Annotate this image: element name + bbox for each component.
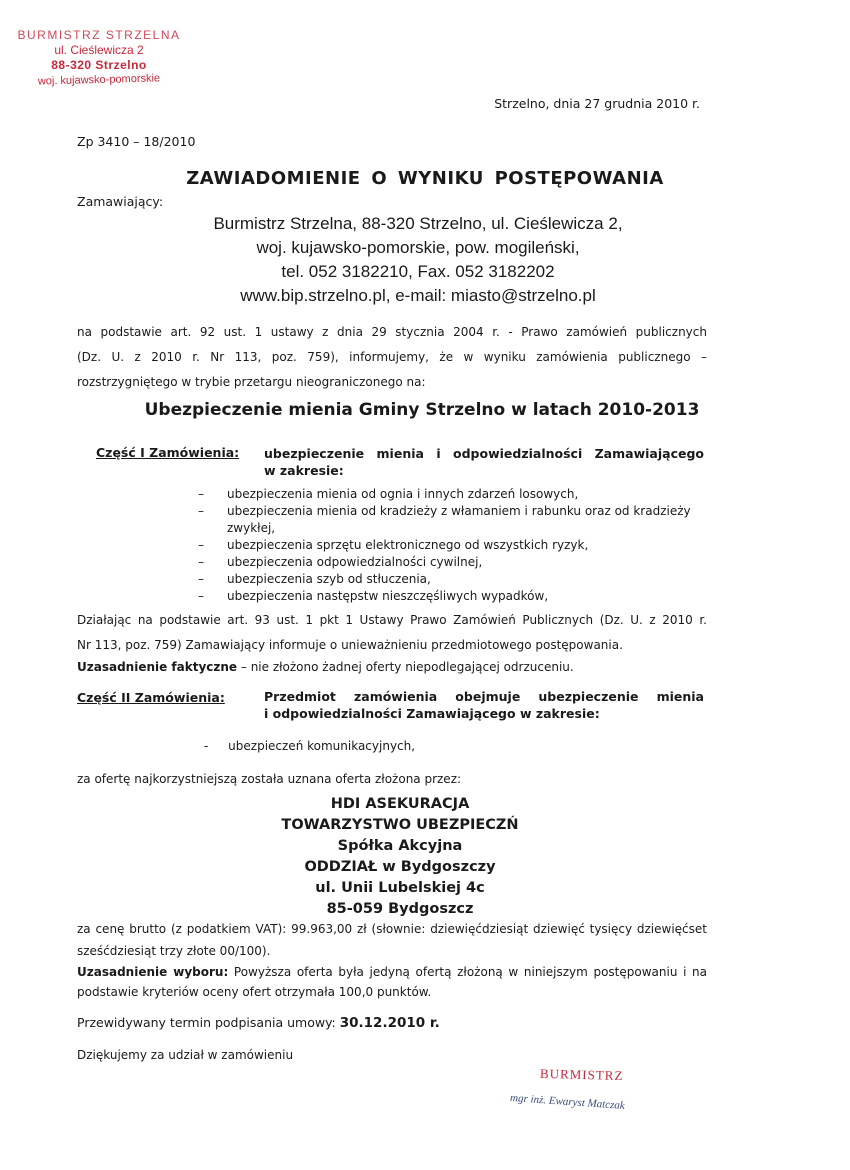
justification-text: – nie złożono żadnej oferty niepodlegającej odrzuceniu.	[237, 660, 574, 674]
price-line: sześćdziesiąt trzy złote 00/100).	[77, 944, 271, 958]
part2-description	[264, 688, 704, 722]
place-date: Strzelno, dnia 27 grudnia 2010 r.	[494, 96, 700, 111]
buyer-line: www.bip.strzelno.pl, e-mail: miasto@strzelno.pl	[240, 286, 596, 305]
stamp-line: 88-320 Strzelno	[51, 58, 147, 72]
selection-line-1	[77, 962, 707, 982]
winner-line: TOWARZYSTWO UBEZPIECZŃ	[281, 817, 519, 833]
intro-line: na podstawie art. 92 ust. 1 ustawy z dnia 29 stycznia 2004 r. - Prawo zamówień publicznych	[77, 325, 707, 339]
part1-desc-line: ubezpieczenie mienia i odpowiedzialności Zamawiającego	[264, 446, 704, 461]
list-item: – ubezpieczenia mienia od kradzieży z włamaniem i rabunku oraz od kradzieży zwykłej,	[195, 503, 715, 537]
part2-item-text: ubezpieczeń komunikacyjnych,	[228, 739, 416, 753]
selection-label: Uzasadnienie wyboru:	[77, 965, 229, 979]
selection-text: Powyższa oferta była jedyną ofertą złożoną w niniejszym postępowaniu i na	[228, 965, 708, 979]
list-item: – ubezpieczenia odpowiedzialności cywilnej,	[195, 554, 715, 571]
intro-paragraph	[77, 320, 707, 395]
part2-desc-line: i odpowiedzialności Zamawiającego w zakresie:	[264, 706, 600, 721]
signature-name: mgr inż. Ewaryst Matczak	[509, 1092, 626, 1112]
part1-description	[264, 445, 704, 479]
winner-line: 85-059 Bydgoszcz	[326, 901, 474, 917]
part1-scope-list	[195, 486, 715, 605]
winner-line: Spółka Akcyjna	[337, 838, 463, 854]
buyer-line: Burmistrz Strzelna, 88-320 Strzelno, ul. Cieślewicza 2,	[213, 214, 623, 233]
winner-line: HDI ASEKURACJA	[330, 796, 470, 812]
decision-line: Działając na podstawie art. 93 ust. 1 pkt 1 Ustawy Prawo Zamówień Publicznych (Dz. U. z 2010 r.	[77, 613, 707, 627]
signing-date	[77, 1015, 440, 1031]
selection-line-2: podstawie kryteriów oceny ofert otrzymała 100,0 punktów.	[77, 985, 432, 999]
stamp-line: woj. kujawsko-pomorskie	[37, 72, 161, 88]
part2-desc-line: Przedmiot zamówienia obejmuje ubezpieczenie mienia	[264, 689, 704, 704]
part1-label: Część I Zamówienia:	[96, 445, 240, 460]
winner-line: ODDZIAŁ w Bydgoszczy	[304, 859, 496, 875]
part1-justification	[77, 660, 574, 674]
list-item: – ubezpieczenia szyb od stłuczenia,	[195, 571, 715, 588]
signing-label: Przewidywany termin podpisania umowy:	[77, 1015, 340, 1030]
stamp-line: ul. Cieślewicza 2	[54, 43, 144, 57]
stamp-line: BURMISTRZ STRZELNA	[17, 28, 181, 42]
winner-line: ul. Unii Lubelskiej 4c	[315, 880, 485, 896]
decision-line: Nr 113, poz. 759) Zamawiający informuje o unieważnieniu przedmiotowego postępowania.	[77, 638, 623, 652]
signature-title: BURMISTRZ	[539, 1065, 624, 1084]
contract-subject: Ubezpieczenie mienia Gminy Strzelno w latach 2010-2013	[144, 400, 700, 420]
selection-paragraph	[77, 962, 707, 1002]
reference-number: Zp 3410 – 18/2010	[77, 134, 196, 149]
buyer-label: Zamawiający:	[77, 194, 164, 209]
part2-label: Część II Zamówienia:	[77, 690, 225, 705]
price-line: za cenę brutto (z podatkiem VAT): 99.963,00 zł (słownie: dziewięćdziesiąt dziewięć tysięcy dziewięćset	[77, 922, 707, 936]
list-item: – ubezpieczenia mienia od ognia i innych zdarzeń losowych,	[195, 486, 715, 503]
intro-line: (Dz. U. z 2010 r. Nr 113, poz. 759), informujemy, że w wyniku zamówienia publicznego –	[77, 350, 707, 364]
office-stamp	[4, 28, 194, 88]
buyer-block	[118, 212, 718, 308]
document-title: ZAWIADOMIENIE O WYNIKU POSTĘPOWANIA	[186, 168, 664, 189]
bullet-dash: -	[204, 739, 209, 753]
list-item: – ubezpieczenia sprzętu elektronicznego od wszystkich ryzyk,	[195, 537, 715, 554]
justification-label: Uzasadnienie faktyczne	[77, 660, 238, 674]
intro-line: rozstrzygniętego w trybie przetargu nieograniczonego na:	[77, 375, 426, 389]
buyer-line: tel. 052 3182210, Fax. 052 3182202	[281, 262, 555, 281]
part1-desc-line: w zakresie:	[264, 463, 344, 478]
list-item: – ubezpieczenia następstw nieszczęśliwych wypadków,	[195, 588, 715, 605]
part1-decision	[77, 608, 707, 658]
thanks-line: Dziękujemy za udział w zamówieniu	[77, 1048, 294, 1062]
part2-item	[204, 739, 415, 753]
price-paragraph	[77, 918, 707, 962]
offer-intro: za ofertę najkorzystniejszą została uznana oferta złożona przez:	[77, 772, 462, 786]
buyer-line: woj. kujawsko-pomorskie, pow. mogileński,	[256, 238, 580, 257]
winner-block	[190, 794, 610, 920]
signing-date-value: 30.12.2010 r.	[339, 1015, 440, 1031]
